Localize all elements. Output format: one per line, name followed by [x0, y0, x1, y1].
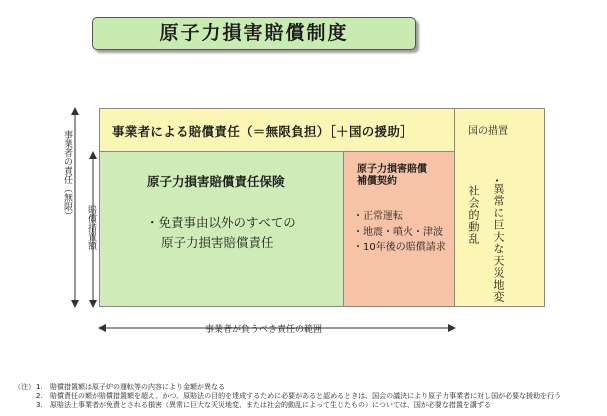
footnote-number: 3.	[36, 401, 43, 409]
contract-item: ・10年後の賠償請求	[353, 242, 446, 253]
operator-liability-label: 事業者による賠償責任（＝無限負担）［＋国の援助］	[112, 124, 413, 139]
footnote-text: 賠償責任の額が賠償措置額を超え、かつ、原賠法の目的を達成するために必要があると認めるときは、国会の議決により原子力事業者に対し国が必要な援助を行う	[50, 392, 562, 400]
liability-scope-axis-label: 事業者が負うべき責任の範囲	[205, 325, 323, 335]
insurance-coverage-line1: ・免責事由以外のすべての	[146, 215, 296, 230]
footnote-number: 1.	[36, 383, 43, 391]
footnotes	[14, 383, 561, 410]
footnote-row	[14, 392, 561, 401]
footnote-number: 2.	[36, 392, 43, 400]
operator-liability-axis-label: 事業者の責任（無限）	[62, 130, 72, 220]
contract-item: ・正常運転	[353, 211, 403, 222]
contract-title-line2: 補償契約	[357, 176, 397, 187]
footnote-row	[14, 383, 561, 392]
insurance-title: 原子力損害賠償責任保険	[147, 174, 285, 189]
contract-title-line1: 原子力損害賠償	[357, 164, 427, 175]
footnote-text: 原賠法上事業者が免責とされる損害（異常に巨大な天災地変、または社会的動乱によって生じたもの）については、国が必要な措置を講ずる	[50, 401, 491, 409]
state-measures-item-social-unrest: 社会的動乱	[467, 185, 480, 245]
insurance-coverage-line2: 原子力損害賠償責任	[161, 235, 274, 250]
footnote-prefix: （注）	[14, 383, 35, 391]
contract-item: ・地震・噴火・津波	[353, 227, 443, 238]
compensation-measure-axis-label: 賠償措置額	[86, 205, 96, 250]
footnote-text: 賠償措置額は原子炉の運転等の内容により金額が異なる	[50, 383, 225, 391]
state-measures-title: 国の措置	[468, 126, 508, 137]
state-measures-bullet: ・	[490, 175, 503, 186]
state-measures-item-natural-disaster: 異常に巨大な天災地変	[492, 183, 505, 303]
footnote-row	[14, 401, 561, 410]
page-title: 原子力損害賠償制度	[92, 17, 416, 50]
